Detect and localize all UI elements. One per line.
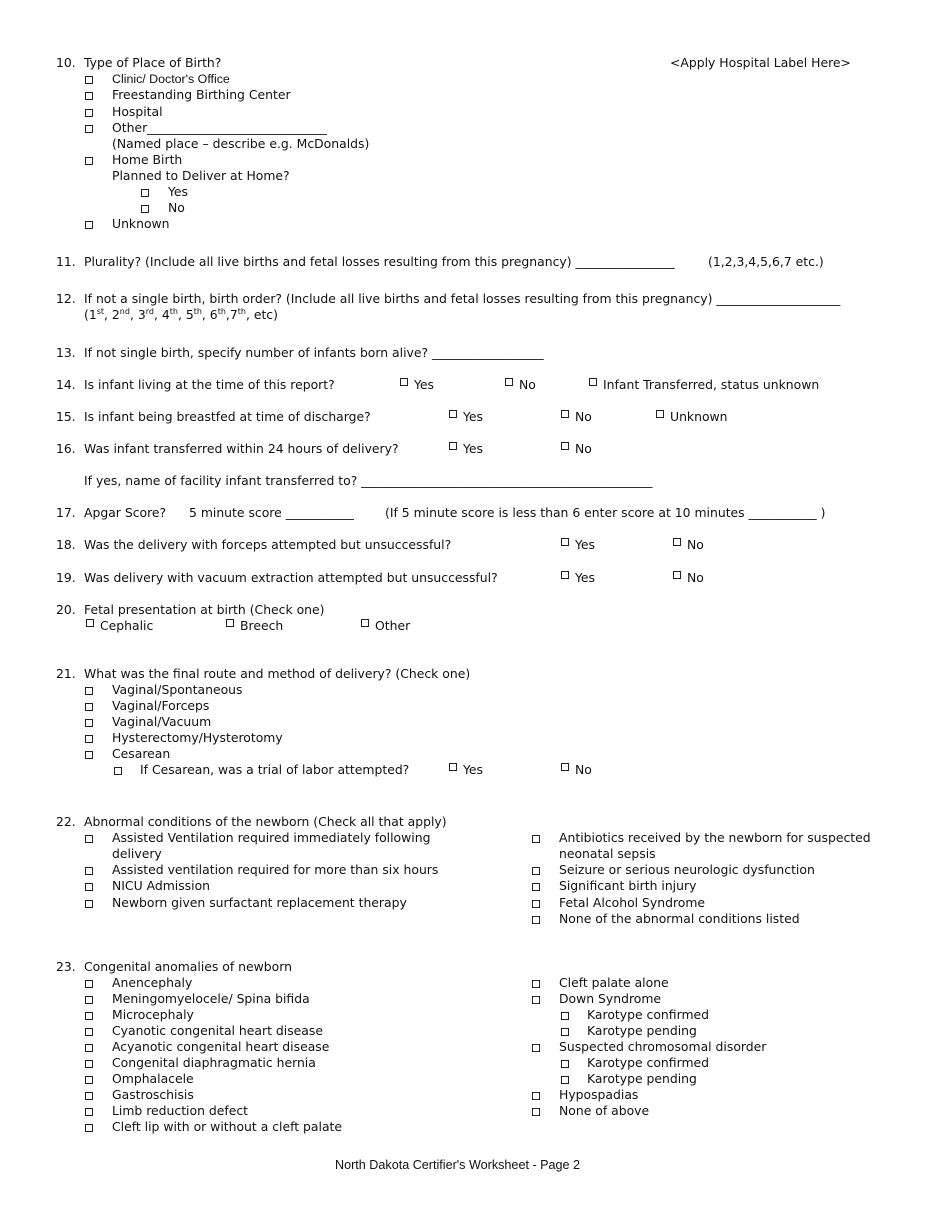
q21-cesarean-label: Cesarean: [112, 746, 171, 761]
q21-text: What was the final route and method of delivery? (Check one): [84, 666, 471, 681]
q21-hysterectomy-checkbox[interactable]: [85, 735, 93, 743]
q22-antibiotics-label: Antibiotics received by the newborn for suspected: [559, 830, 871, 845]
q21-trial-no-checkbox[interactable]: [561, 763, 569, 771]
q23-chromosomal-karyotype-confirmed-checkbox[interactable]: [561, 1060, 569, 1068]
q16-no-checkbox[interactable]: [561, 442, 569, 450]
q21-vacuum-checkbox[interactable]: [85, 719, 93, 727]
q11-number: 11.: [56, 254, 76, 269]
q12-number: 12.: [56, 291, 76, 306]
q20-breech-checkbox[interactable]: [226, 619, 234, 627]
q17-ten-minute-field[interactable]: (If 5 minute score is less than 6 enter score at 10 minutes ___________ ): [385, 505, 826, 520]
q23-down-syndrome-checkbox[interactable]: [532, 996, 540, 1004]
q22-nicu-label: NICU Admission: [112, 878, 211, 893]
q10-planned-home-question: Planned to Deliver at Home?: [112, 168, 290, 183]
q10-freestanding-label: Freestanding Birthing Center: [112, 87, 291, 102]
q22-antibiotics-checkbox[interactable]: [532, 835, 540, 843]
q10-unknown-checkbox[interactable]: [85, 221, 93, 229]
q22-assisted-ventilation-label: Assisted Ventilation required immediately following: [112, 830, 431, 845]
q23-omphalacele-checkbox[interactable]: [85, 1076, 93, 1084]
q20-other-label: Other: [375, 618, 411, 633]
q22-surfactant-checkbox[interactable]: [85, 900, 93, 908]
q15-text: Is infant being breastfed at time of discharge?: [84, 409, 371, 424]
q22-assisted-ventilation-checkbox[interactable]: [85, 835, 93, 843]
q17-five-minute-field[interactable]: 5 minute score ___________: [189, 505, 354, 520]
q23-down-karyotype-confirmed-label: Karotype confirmed: [587, 1007, 710, 1022]
q23-limb-reduction-checkbox[interactable]: [85, 1108, 93, 1116]
q23-hypospadias-label: Hypospadias: [559, 1087, 639, 1102]
q21-trial-yes-checkbox[interactable]: [449, 763, 457, 771]
q14-no-checkbox[interactable]: [505, 378, 513, 386]
q22-none-checkbox[interactable]: [532, 916, 540, 924]
q23-cleft-palate-label: Cleft palate alone: [559, 975, 669, 990]
q23-none-checkbox[interactable]: [532, 1108, 540, 1116]
q23-chromosomal-karyotype-pending-checkbox[interactable]: [561, 1076, 569, 1084]
q21-spontaneous-label: Vaginal/Spontaneous: [112, 682, 243, 697]
q16-no-label: No: [575, 441, 592, 456]
q16-yes-label: Yes: [463, 441, 484, 456]
q18-yes-label: Yes: [575, 537, 596, 552]
q23-none-label: None of above: [559, 1103, 650, 1118]
q17-number: 17.: [56, 505, 76, 520]
q19-text: Was delivery with vacuum extraction attempted but unsuccessful?: [84, 570, 498, 585]
q23-cyanotic-checkbox[interactable]: [85, 1028, 93, 1036]
q21-trial-checkbox[interactable]: [114, 767, 122, 775]
q14-yes-label: Yes: [414, 377, 435, 392]
q21-forceps-checkbox[interactable]: [85, 703, 93, 711]
q23-cyanotic-label: Cyanotic congenital heart disease: [112, 1023, 323, 1038]
q23-gastroschisis-checkbox[interactable]: [85, 1092, 93, 1100]
q20-other-checkbox[interactable]: [361, 619, 369, 627]
q15-yes-checkbox[interactable]: [449, 410, 457, 418]
q23-down-karyotype-pending-checkbox[interactable]: [561, 1028, 569, 1036]
q23-down-karyotype-confirmed-checkbox[interactable]: [561, 1012, 569, 1020]
q18-no-label: No: [687, 537, 704, 552]
q23-microcephaly-label: Microcephaly: [112, 1007, 194, 1022]
q20-text: Fetal presentation at birth (Check one): [84, 602, 325, 617]
q10-planned-no-label: No: [168, 200, 185, 215]
q23-down-syndrome-label: Down Syndrome: [559, 991, 662, 1006]
q12-order-examples: (1st, 2nd, 3rd, 4th, 5th, 6th,7th, etc): [84, 306, 278, 322]
q23-number: 23.: [56, 959, 76, 974]
q23-cleft-lip-label: Cleft lip with or without a cleft palate: [112, 1119, 343, 1134]
q16-yes-checkbox[interactable]: [449, 442, 457, 450]
q18-number: 18.: [56, 537, 76, 552]
q23-microcephaly-checkbox[interactable]: [85, 1012, 93, 1020]
q13-number: 13.: [56, 345, 76, 360]
q23-gastroschisis-label: Gastroschisis: [112, 1087, 194, 1102]
q23-meningomyelocele-label: Meningomyelocele/ Spina bifida: [112, 991, 310, 1006]
q23-anencephaly-label: Anencephaly: [112, 975, 193, 990]
q23-acyanotic-checkbox[interactable]: [85, 1044, 93, 1052]
q23-acyanotic-label: Acyanotic congenital heart disease: [112, 1039, 330, 1054]
q23-chromosomal-karyotype-pending-label: Karotype pending: [587, 1071, 697, 1086]
q10-other-checkbox[interactable]: [85, 125, 93, 133]
q18-yes-checkbox[interactable]: [561, 538, 569, 546]
q20-cephalic-checkbox[interactable]: [86, 619, 94, 627]
page-footer: North Dakota Certifier's Worksheet - Page 2: [335, 1158, 581, 1172]
q23-suspected-chromosomal-checkbox[interactable]: [532, 1044, 540, 1052]
q22-surfactant-label: Newborn given surfactant replacement therapy: [112, 895, 407, 910]
q22-fetal-alcohol-checkbox[interactable]: [532, 900, 540, 908]
q12-text[interactable]: If not a single birth, birth order? (Include all live births and fetal losses resulting from this pregnancy) ____________________: [84, 291, 841, 306]
q21-cesarean-checkbox[interactable]: [85, 751, 93, 759]
q23-limb-reduction-label: Limb reduction defect: [112, 1103, 249, 1118]
q15-unknown-checkbox[interactable]: [656, 410, 664, 418]
q22-ventilation-six-hours-checkbox[interactable]: [85, 867, 93, 875]
q15-yes-label: Yes: [463, 409, 484, 424]
q22-birth-injury-label: Significant birth injury: [559, 878, 697, 893]
q10-planned-yes-label: Yes: [168, 184, 189, 199]
q18-text: Was the delivery with forceps attempted but unsuccessful?: [84, 537, 452, 552]
q10-planned-yes-checkbox[interactable]: [141, 189, 149, 197]
q10-hospital-label: Hospital: [112, 104, 163, 119]
q22-nicu-checkbox[interactable]: [85, 883, 93, 891]
q15-no-label: No: [575, 409, 592, 424]
q10-freestanding-checkbox[interactable]: [85, 92, 93, 100]
q10-hospital-checkbox[interactable]: [85, 109, 93, 117]
q10-other-label[interactable]: Other_____________________________: [112, 120, 327, 135]
q22-antibiotics-label-cont: neonatal sepsis: [559, 846, 656, 861]
q19-yes-checkbox[interactable]: [561, 571, 569, 579]
q21-trial-no-label: No: [575, 762, 592, 777]
q10-home-birth-label: Home Birth: [112, 152, 183, 167]
q10-home-birth-checkbox[interactable]: [85, 157, 93, 165]
q10-number: 10.: [56, 55, 76, 70]
q23-meningomyelocele-checkbox[interactable]: [85, 996, 93, 1004]
q19-number: 19.: [56, 570, 76, 585]
q10-question: Type of Place of Birth?: [84, 55, 222, 70]
q19-no-checkbox[interactable]: [673, 571, 681, 579]
q23-hypospadias-checkbox[interactable]: [532, 1092, 540, 1100]
q16-text: Was infant transferred within 24 hours of delivery?: [84, 441, 399, 456]
q23-text: Congenital anomalies of newborn: [84, 959, 292, 974]
q10-planned-no-checkbox[interactable]: [141, 205, 149, 213]
q15-no-checkbox[interactable]: [561, 410, 569, 418]
q14-transferred-label: Infant Transferred, status unknown: [603, 377, 820, 392]
q10-clinic-checkbox[interactable]: [85, 76, 93, 84]
q14-number: 14.: [56, 377, 76, 392]
q18-no-checkbox[interactable]: [673, 538, 681, 546]
q10-other-note: (Named place – describe e.g. McDonalds): [112, 136, 370, 151]
q22-fetal-alcohol-label: Fetal Alcohol Syndrome: [559, 895, 706, 910]
q23-cleft-lip-checkbox[interactable]: [85, 1124, 93, 1132]
q10-unknown-label: Unknown: [112, 216, 170, 231]
q23-anencephaly-checkbox[interactable]: [85, 980, 93, 988]
q16-facility-field[interactable]: If yes, name of facility infant transferred to? _______________________________________________: [84, 473, 653, 488]
q19-yes-label: Yes: [575, 570, 596, 585]
q17-label: Apgar Score?: [84, 505, 167, 520]
q20-cephalic-label: Cephalic: [100, 618, 154, 633]
q21-spontaneous-checkbox[interactable]: [85, 687, 93, 695]
q20-number: 20.: [56, 602, 76, 617]
q14-transferred-checkbox[interactable]: [589, 378, 597, 386]
q20-breech-label: Breech: [240, 618, 284, 633]
q15-unknown-label: Unknown: [670, 409, 728, 424]
q21-trial-yes-label: Yes: [463, 762, 484, 777]
q14-yes-checkbox[interactable]: [400, 378, 408, 386]
q21-forceps-label: Vaginal/Forceps: [112, 698, 210, 713]
q22-birth-injury-checkbox[interactable]: [532, 883, 540, 891]
q16-number: 16.: [56, 441, 76, 456]
q10-clinic-label: Clinic/ Doctor's Office: [112, 72, 230, 86]
q22-text: Abnormal conditions of the newborn (Check all that apply): [84, 814, 447, 829]
q23-suspected-chromosomal-label: Suspected chromosomal disorder: [559, 1039, 767, 1054]
q22-seizure-checkbox[interactable]: [532, 867, 540, 875]
q21-trial-question: If Cesarean, was a trial of labor attempted?: [140, 762, 410, 777]
q22-none-label: None of the abnormal conditions listed: [559, 911, 800, 926]
q19-no-label: No: [687, 570, 704, 585]
q14-no-label: No: [519, 377, 536, 392]
q23-down-karyotype-pending-label: Karotype pending: [587, 1023, 697, 1038]
q23-diaphragmatic-hernia-checkbox[interactable]: [85, 1060, 93, 1068]
q23-diaphragmatic-hernia-label: Congenital diaphragmatic hernia: [112, 1055, 316, 1070]
q21-vacuum-label: Vaginal/Vacuum: [112, 714, 212, 729]
q23-chromosomal-karyotype-confirmed-label: Karotype confirmed: [587, 1055, 710, 1070]
q22-assisted-ventilation-label-cont: delivery: [112, 846, 162, 861]
hospital-label-placeholder: <Apply Hospital Label Here>: [670, 55, 851, 70]
q22-number: 22.: [56, 814, 76, 829]
q21-number: 21.: [56, 666, 76, 681]
q11-hint: (1,2,3,4,5,6,7 etc.): [708, 254, 824, 269]
q22-ventilation-six-hours-label: Assisted ventilation required for more than six hours: [112, 862, 439, 877]
q22-seizure-label: Seizure or serious neurologic dysfunction: [559, 862, 815, 877]
q23-omphalacele-label: Omphalacele: [112, 1071, 194, 1086]
q15-number: 15.: [56, 409, 76, 424]
q14-text: Is infant living at the time of this report?: [84, 377, 335, 392]
q13-text[interactable]: If not single birth, specify number of infants born alive? __________________: [84, 345, 544, 360]
q21-hysterectomy-label: Hysterectomy/Hysterotomy: [112, 730, 283, 745]
q23-cleft-palate-checkbox[interactable]: [532, 980, 540, 988]
q11-text[interactable]: Plurality? (Include all live births and fetal losses resulting from this pregnancy) ________________: [84, 254, 675, 269]
